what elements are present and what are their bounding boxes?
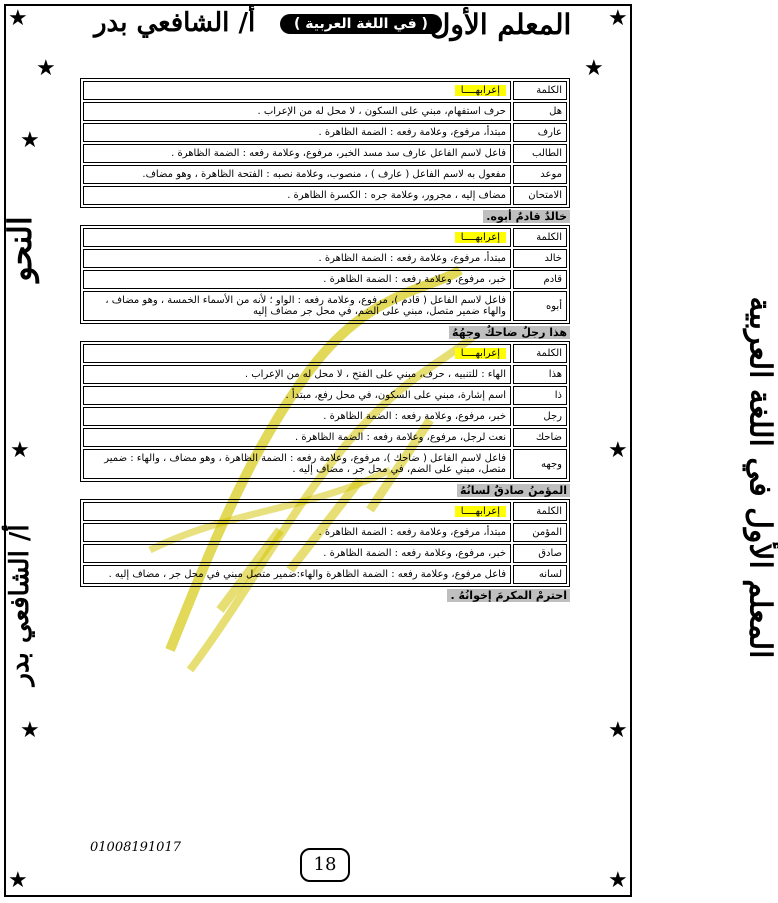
parse-table-1 [80,78,570,208]
header-parse-label: إعرابهــــا [455,232,506,243]
header-word: الكلمة [513,81,567,100]
row-parse: فاعل لاسم الفاعل ( قادم )، مرفوع، وعلامة رفعه : الواو ؛ لأنه من الأسماء الخمسة ، وهو مضاف ، والهاء ضمير متصل، مبني على الضم، في محل جر مضاف إليه [83,291,511,321]
row-parse: مبتدأ، مرفوع، وعلامة رفعه : الضمة الظاهرة . [83,523,511,542]
row-word: لسانه [513,565,567,584]
row-parse: اسم إشارة، مبني على السكون، في محل رفع، مبتدأ . [83,386,511,405]
side-label-nahw: النحو [1,216,39,282]
row-word: أبوه [513,291,567,321]
table-row [83,102,567,121]
row-word: ضاحك [513,428,567,447]
table-row [83,428,567,447]
table-row [83,449,567,479]
row-parse: فاعل مرفوع، وعلامة رفعه : الضمة الظاهرة والهاء:ضمير متصل مبني في محل جر ، مضاف إليه . [83,565,511,584]
header-parse [83,344,511,363]
row-parse: خبر، مرفوع، وعلامة رفعه : الضمة الظاهرة . [83,544,511,563]
table-header-row [83,81,567,100]
table-header-row [83,502,567,521]
star-icon: ★ [608,6,628,31]
star-icon: ★ [8,868,28,893]
row-word: موعد [513,165,567,184]
example-sentence: هذا رجلٌ ضاحكٌ وجهُهُ [449,326,570,339]
row-parse: نعت لرجل، مرفوع، وعلامة رفعه : الضمة الظاهرة . [83,428,511,447]
row-parse: مفعول به لاسم الفاعل ( عارف ) ، منصوب، وعلامة نصبه : الفتحة الظاهرة ، وهو مضاف. [83,165,511,184]
row-parse: الهاء : للتنبيه ، حرف، مبني على الفتح ، لا محل له من الإعراب . [83,365,511,384]
row-word: عارف [513,123,567,142]
example-sentence: المؤمنُ صادقٌ لسانُهُ [457,484,570,497]
row-parse: مبتدأ، مرفوع، وعلامة رفعه : الضمة الظاهرة . [83,249,511,268]
row-word: وجهه [513,449,567,479]
row-word: الطالب [513,144,567,163]
row-word: هذا [513,365,567,384]
table-row [83,165,567,184]
row-parse: فاعل لاسم الفاعل عارف سد مسد الخبر، مرفوع، وعلامة رفعه : الضمة الظاهرة . [83,144,511,163]
series-title: المعلم الأول [430,8,572,41]
header-parse [83,228,511,247]
parse-table-4 [80,499,570,587]
row-parse: حرف استفهام، مبني على السكون ، لا محل له من الإعراب . [83,102,511,121]
row-word: خالد [513,249,567,268]
header-parse-label: إعرابهــــا [455,348,506,359]
author-title: أ/ الشافعي بدر [94,8,256,38]
row-word: صادق [513,544,567,563]
header-word: الكلمة [513,502,567,521]
row-parse: خبر، مرفوع، وعلامة رفعه : الضمة الظاهرة . [83,407,511,426]
table-row [83,186,567,205]
header-parse-label: إعرابهــــا [455,506,506,517]
table-row [83,407,567,426]
table-row [83,249,567,268]
row-word: المؤمن [513,523,567,542]
row-parse: مضاف إليه ، مجرور، وعلامة جره : الكسرة الظاهرة . [83,186,511,205]
row-word: الامتحان [513,186,567,205]
row-word: ذا [513,386,567,405]
side-label-series: المعلم الأول في اللغة العربية [742,296,778,659]
row-parse: خبر، مرفوع، وعلامة رفعه : الضمة الظاهرة . [83,270,511,289]
table-row [83,544,567,563]
subject-badge: ( في اللغة العربية ) [280,14,442,34]
header-parse [83,502,511,521]
table-row [83,365,567,384]
star-icon: ★ [20,718,40,743]
table-header-row [83,344,567,363]
content-area [80,78,570,604]
star-icon: ★ [10,438,30,463]
star-icon: ★ [36,56,56,81]
side-label-author: أ/ الشافعي بدر [5,524,35,686]
row-word: هل [513,102,567,121]
header-word: الكلمة [513,228,567,247]
page-header [10,6,628,46]
table-header-row [83,228,567,247]
star-icon: ★ [20,128,40,153]
row-parse: فاعل لاسم الفاعل ( ضاحك )، مرفوع، وعلامة رفعه : الضمة الظاهرة ، وهو مضاف ، والهاء : ضمير متصل، مبني على الضم، في محل جر ، مضاف إليه . [83,449,511,479]
phone-number: 01008191017 [90,840,181,855]
star-icon: ★ [608,438,628,463]
star-icon: ★ [608,868,628,893]
table-row [83,291,567,321]
example-sentence: خالدٌ قادمٌ أبوه. [483,210,570,223]
table-row [83,123,567,142]
example-sentence: احترمْ المكرمَ إخوانُهُ . [447,589,570,602]
row-word: رجل [513,407,567,426]
row-parse: مبتدأ، مرفوع، وعلامة رفعه : الضمة الظاهرة . [83,123,511,142]
header-parse [83,81,511,100]
table-row [83,386,567,405]
header-word: الكلمة [513,344,567,363]
parse-table-2 [80,225,570,324]
table-row [83,144,567,163]
star-icon: ★ [8,6,28,31]
table-row [83,565,567,584]
parse-table-3 [80,341,570,482]
table-row [83,523,567,542]
row-word: قادم [513,270,567,289]
header-parse-label: إعرابهــــا [455,85,506,96]
star-icon: ★ [608,718,628,743]
page-number: 18 [300,848,350,882]
star-icon: ★ [584,56,604,81]
table-row [83,270,567,289]
